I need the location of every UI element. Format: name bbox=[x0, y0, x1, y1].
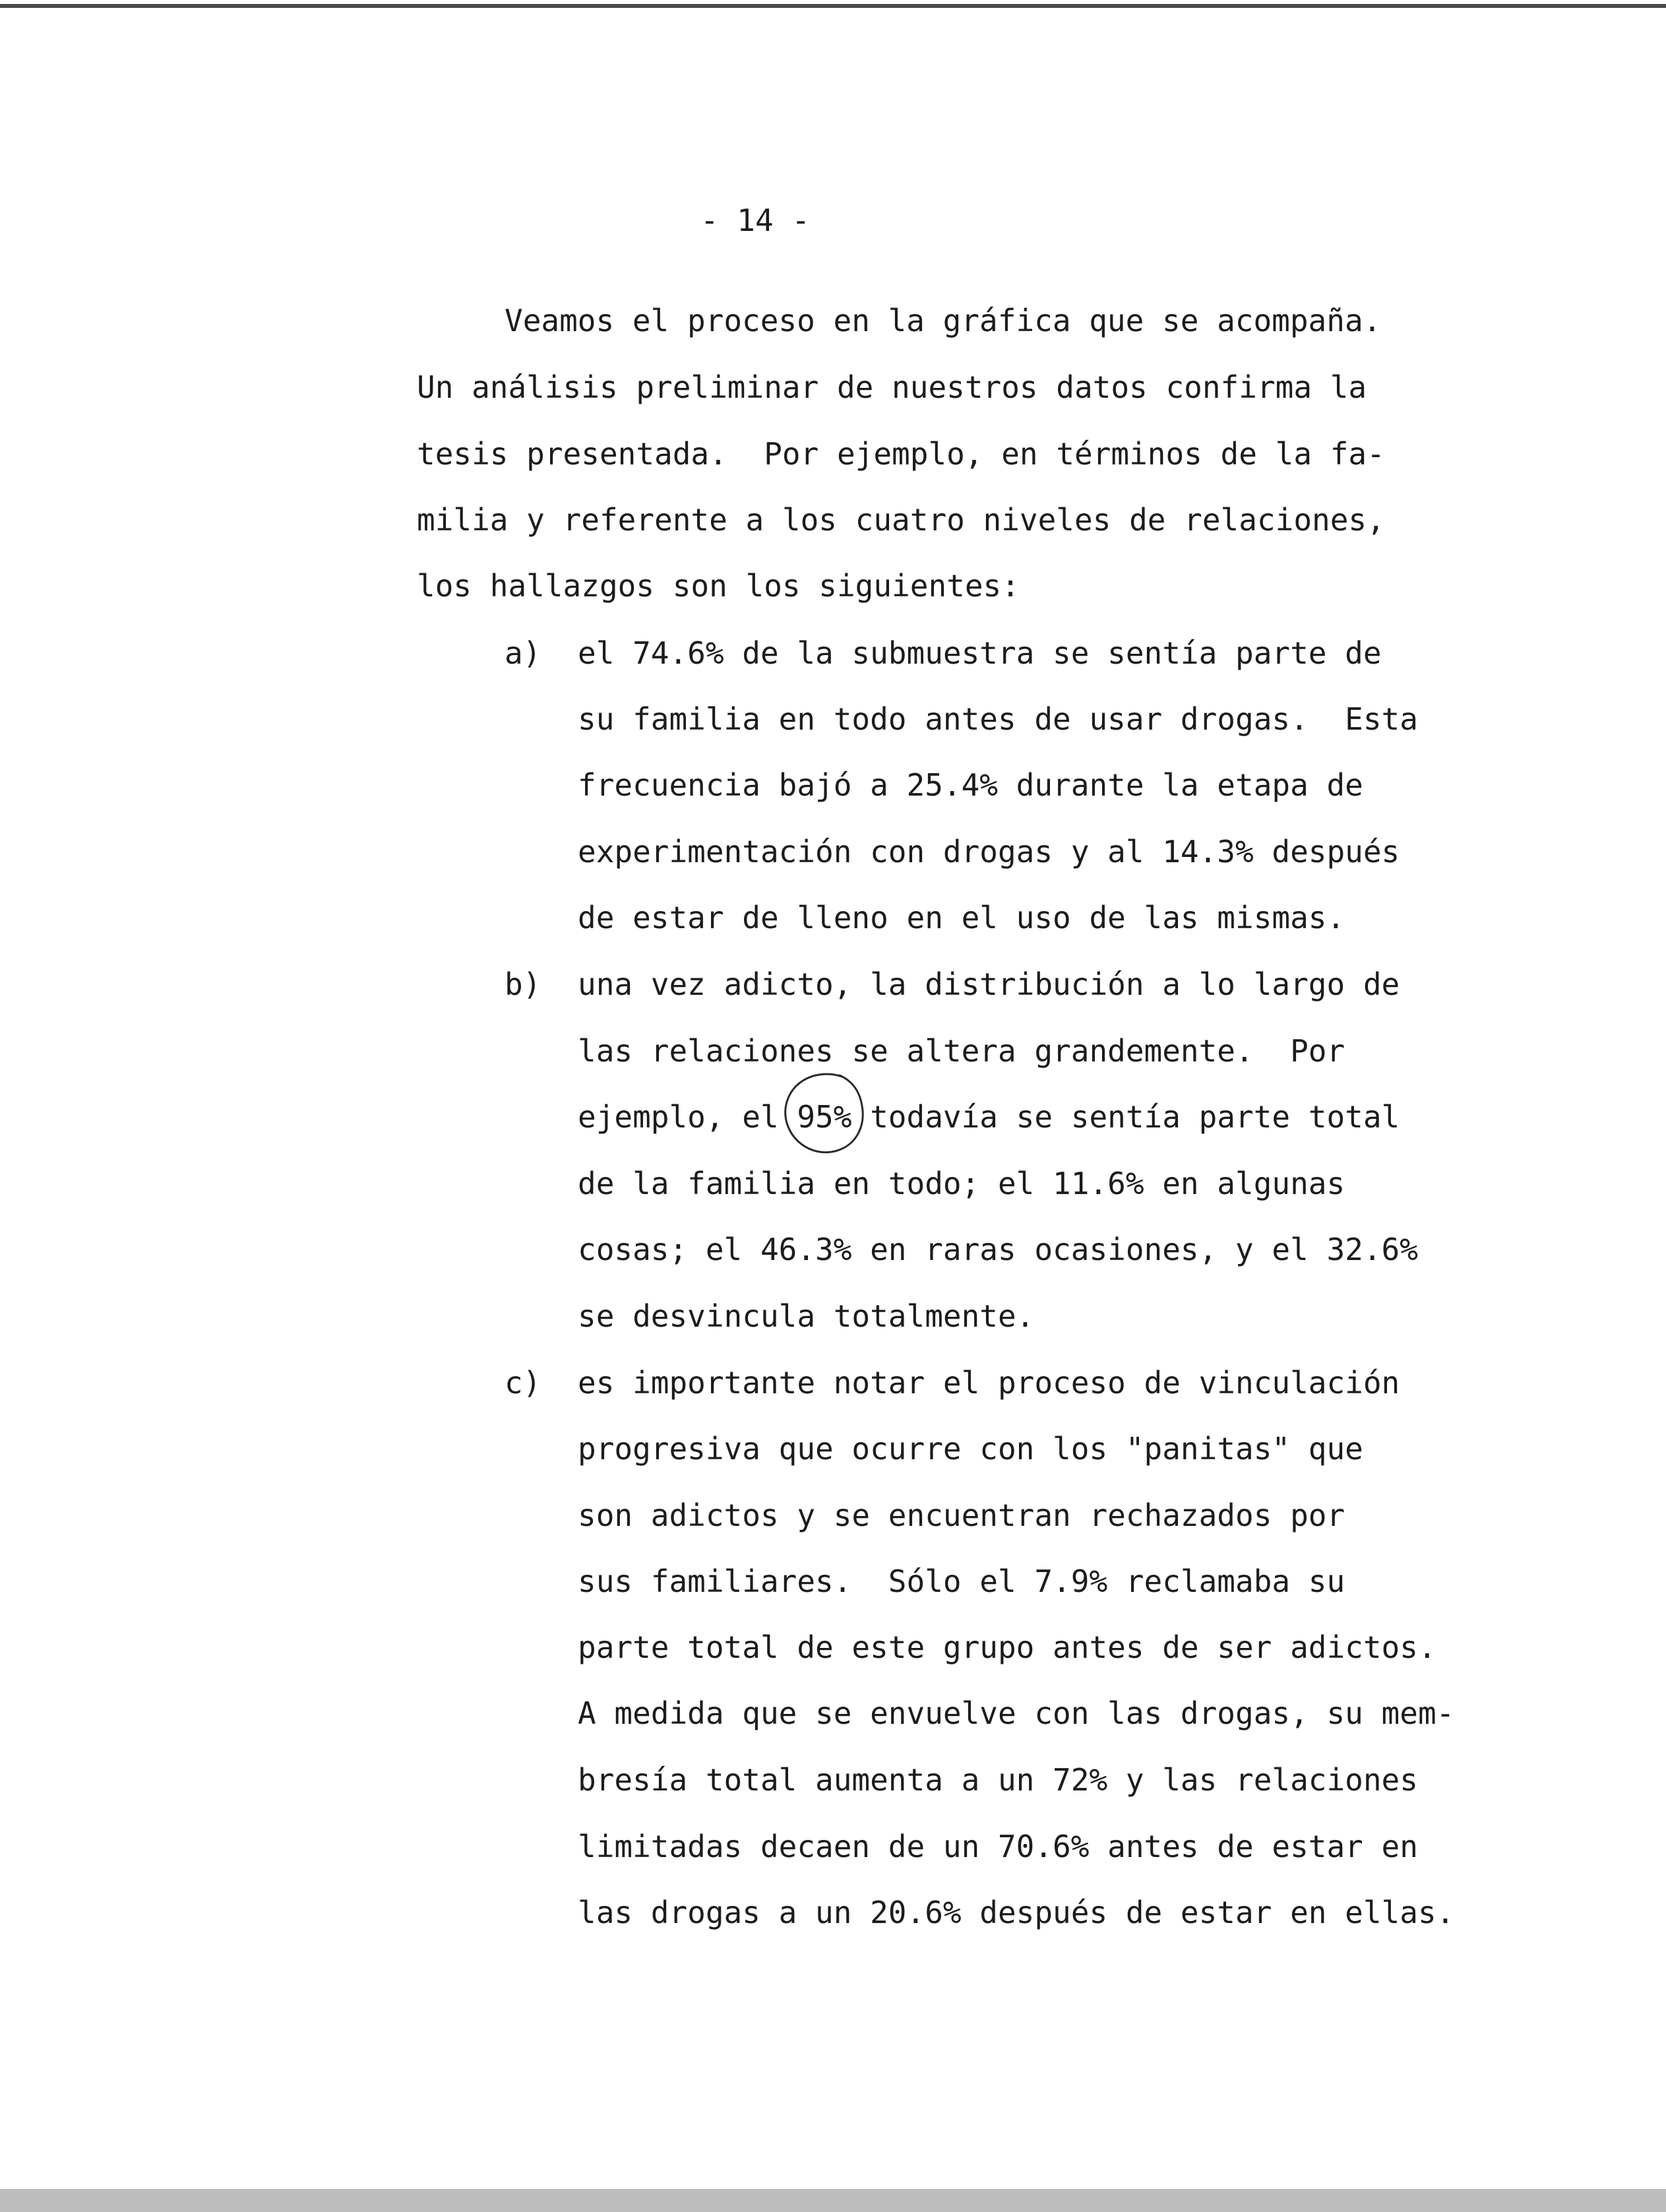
list-marker: a) bbox=[505, 635, 541, 671]
intro-line: milia y referente a los cuatro niveles de relaciones, bbox=[417, 502, 1385, 538]
list-item-line: es importante notar el proceso de vinculación bbox=[578, 1365, 1400, 1401]
intro-line: tesis presentada. Por ejemplo, en términos de la fa- bbox=[417, 436, 1385, 472]
top-edge-rule bbox=[0, 4, 1666, 8]
list-item-line: una vez adicto, la distribución a lo largo de bbox=[578, 966, 1400, 1002]
list-item-line: las relaciones se altera grandemente. Por bbox=[578, 1033, 1345, 1069]
list-item-line: frecuencia bajó a 25.4% durante la etapa de bbox=[578, 767, 1363, 803]
list-item-line: de la familia en todo; el 11.6% en algunas bbox=[578, 1166, 1345, 1201]
list-item-line: progresiva que ocurre con los "panitas" que bbox=[578, 1431, 1363, 1467]
list-marker: c) bbox=[505, 1365, 541, 1401]
intro-line: Veamos el proceso en la gráfica que se acompaña. bbox=[505, 303, 1382, 338]
list-item-line: son adictos y se encuentran rechazados por bbox=[578, 1498, 1345, 1533]
list-item-line: el 74.6% de la submuestra se sentía parte de bbox=[578, 635, 1382, 671]
list-item-line: se desvincula totalmente. bbox=[578, 1298, 1035, 1334]
list-marker: b) bbox=[505, 966, 541, 1002]
list-item-line: cosas; el 46.3% en raras ocasiones, y el 32.6% bbox=[578, 1232, 1418, 1267]
list-item-line: bresía total aumenta a un 72% y las relaciones bbox=[578, 1762, 1418, 1798]
handwritten-circle-mark bbox=[779, 1067, 873, 1161]
list-item-line: de estar de lleno en el uso de las mismas. bbox=[578, 900, 1345, 935]
list-item-line: A medida que se envuelve con las drogas, su mem- bbox=[578, 1695, 1455, 1731]
list-item-line: sus familiares. Sólo el 7.9% reclamaba su bbox=[578, 1564, 1345, 1599]
list-item-line: parte total de este grupo antes de ser adictos. bbox=[578, 1629, 1436, 1665]
list-item-line: su familia en todo antes de usar drogas. Esta bbox=[578, 701, 1418, 737]
list-item-line: ejemplo, el 95% todavía se sentía parte total bbox=[578, 1099, 1400, 1135]
list-item-line: limitadas decaen de un 70.6% antes de estar en bbox=[578, 1829, 1418, 1864]
intro-line: Un análisis preliminar de nuestros datos confirma la bbox=[417, 369, 1367, 405]
intro-line: los hallazgos son los siguientes: bbox=[417, 568, 1020, 604]
bottom-scan-edge bbox=[0, 2189, 1666, 2212]
list-item-line: las drogas a un 20.6% después de estar en ellas. bbox=[578, 1895, 1455, 1930]
page-number: - 14 - bbox=[700, 203, 811, 238]
list-item-line: experimentación con drogas y al 14.3% después bbox=[578, 834, 1400, 869]
